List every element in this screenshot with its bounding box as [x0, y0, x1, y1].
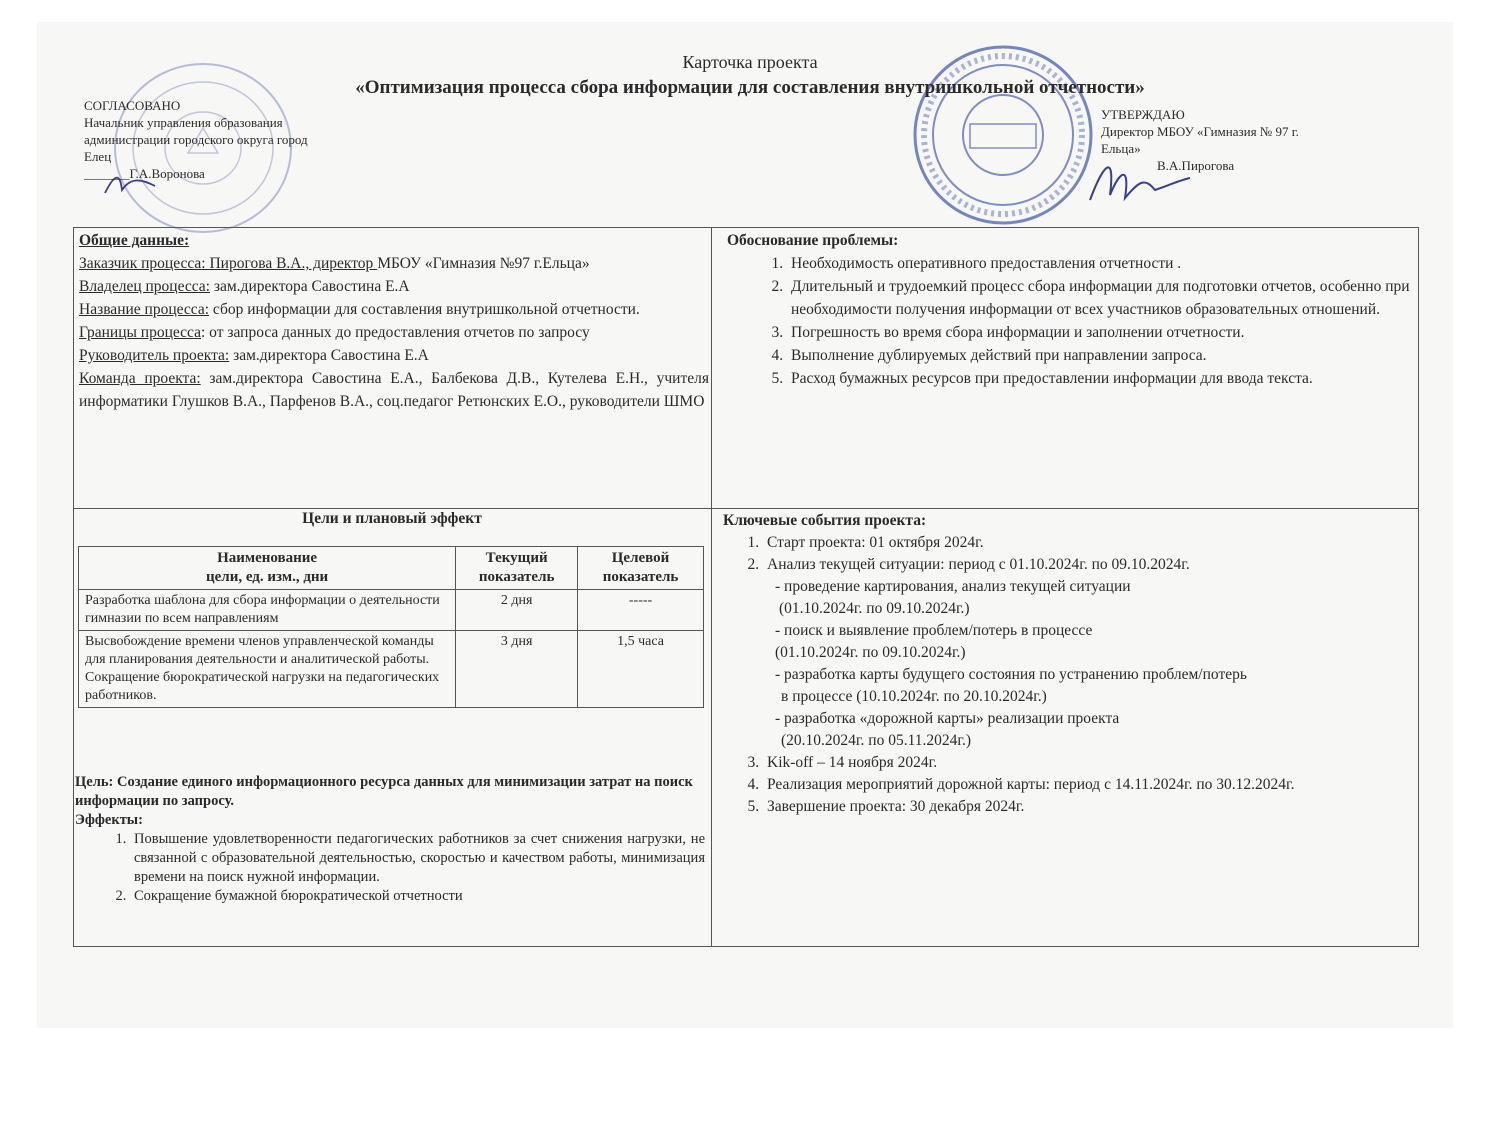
agreed-label: СОГЛАСОВАНО: [84, 98, 181, 113]
problem-list: [727, 252, 1411, 390]
problem-item: 2. Длительный и трудоемкий процесс сбора информации для подготовки отчетов, особенно при необходимости получения информации от всех участников образовательных отношений.: [787, 275, 1411, 321]
approve-signer: В.А.Пирогова: [1157, 158, 1235, 173]
effects-list: [75, 830, 705, 906]
effects-label: Эффекты:: [75, 812, 143, 828]
owner-label: Владелец процесса:: [79, 278, 210, 295]
event-sub: - проведение картирования, анализ текущей ситуации: [775, 578, 1131, 595]
goals-table: [78, 546, 704, 708]
problem-cell: [727, 229, 1411, 390]
event-item: 3. Kik-off – 14 ноября 2024г.: [763, 752, 1413, 774]
effect-item: 2. Сокращение бумажной бюрократической отчетности: [130, 887, 705, 906]
problem-item: 4. Выполнение дублируемых действий при направлении запроса.: [787, 344, 1411, 367]
general-data-cell: [79, 229, 709, 413]
bounds-label: Границы процесса: [79, 324, 201, 341]
owner-value: зам.директора Савостина Е.А: [210, 278, 410, 295]
general-heading: Общие данные:: [79, 232, 190, 249]
goal-target: 1,5 часа: [578, 631, 704, 708]
event-sub: в процессе (10.10.2024г. по 20.10.2024г.): [781, 688, 1047, 705]
approve-label: УТВЕРЖДАЮ: [1101, 107, 1185, 122]
project-title: «Оптимизация процесса сбора информации для составления внутришкольной отчетности»: [355, 77, 1145, 98]
agreed-line1: Начальник управления образования: [84, 115, 283, 130]
goal-current: 2 дня: [456, 590, 578, 631]
table-row: [79, 590, 704, 631]
customer-value: МБОУ «Гимназия №97 г.Ельца»: [377, 255, 590, 272]
bounds-value: : от запроса данных до предоставления отчетов по запросу: [200, 324, 590, 341]
team-label: Команда проекта:: [79, 370, 201, 387]
agreed-signer: Г.А.Воронова: [129, 166, 205, 181]
problem-heading: Обоснование проблемы:: [727, 232, 899, 249]
effect-item: 1. Повышение удовлетворенности педагогических работников за счет снижения нагрузки, не связанной с образовательной деятельностью, скоростью и качеством работы, минимизация времени на поиск нужной информации.: [130, 830, 705, 887]
goal-statement: Цель: Создание единого информационного ресурса данных для минимизации затрат на поиск информации по запросу.: [75, 774, 693, 809]
events-list: [723, 532, 1413, 818]
approve-line2: Ельца»: [1101, 141, 1141, 156]
event-sub: (20.10.2024г. по 05.11.2024г.): [781, 732, 972, 749]
goal-name: Высвобождение времени членов управленческой команды для планирования деятельности и аналитической работы. Сокращение бюрократической нагрузки на педагогических работников.: [79, 631, 456, 708]
customer-label: Заказчик процесса: Пирогова В.А., директор: [79, 255, 378, 272]
event-item: 1. Старт проекта: 01 октября 2024г.: [763, 532, 1413, 554]
table-divider-horizontal: [73, 508, 1419, 509]
document-title: Карточка проекта: [682, 52, 818, 72]
approve-block: [1101, 106, 1401, 174]
event-item: 5. Завершение проекта: 30 декабря 2024г.: [763, 796, 1413, 818]
agreed-block: [84, 97, 414, 182]
table-row: [79, 631, 704, 708]
event-sub: - разработка карты будущего состояния по устранению проблем/потерь: [775, 666, 1247, 683]
agreed-signer-line: _______Г.А.Воронова: [84, 166, 205, 181]
problem-item: 1. Необходимость оперативного предоставления отчетности .: [787, 252, 1411, 275]
leader-value: зам.директора Савостина Е.А: [229, 347, 429, 364]
problem-item: 5. Расход бумажных ресурсов при предоставлении информации для ввода текста.: [787, 367, 1411, 390]
event-sub: (01.10.2024г. по 09.10.2024г.): [779, 600, 970, 617]
event-sub: (01.10.2024г. по 09.10.2024г.): [775, 644, 966, 661]
goal-target: -----: [578, 590, 704, 631]
goal-name-header: Наименование цели, ед. изм., дни: [79, 547, 456, 590]
current-header: Текущий показатель: [456, 547, 578, 590]
approve-signer-line: [1101, 157, 1401, 174]
goals-header-row: [79, 547, 704, 590]
goal-name: Разработка шаблона для сбора информации о деятельности гимназии по всем направлениям: [79, 590, 456, 631]
problem-item: 3. Погрешность во время сбора информации и заполнении отчетности.: [787, 321, 1411, 344]
approve-line1: Директор МБОУ «Гимназия № 97 г.: [1101, 124, 1299, 139]
event-sub: - поиск и выявление проблем/потерь в процессе: [775, 622, 1093, 639]
key-events-cell: [723, 510, 1413, 818]
event-text: Анализ текущей ситуации: период с 01.10.2024г. по 09.10.2024г.: [767, 556, 1190, 573]
goal-current: 3 дня: [456, 631, 578, 708]
agreed-line2: администрации городского округа город: [84, 132, 308, 147]
event-item: 4. Реализация мероприятий дорожной карты: период с 14.11.2024г. по 30.12.2024г.: [763, 774, 1413, 796]
event-item: [763, 554, 1413, 752]
team-value: зам.директора Савостина Е.А., Балбекова Д.В., Кутелева Е.Н., учителя информатики Глушков В.А., Парфенов В.А., соц.педагог Ретюнских Е.О., руководители ШМО: [79, 370, 709, 410]
agreed-line3: Елец: [84, 149, 112, 164]
event-sub: - разработка «дорожной карты» реализации проекта: [775, 710, 1120, 727]
target-header: Целевой показатель: [578, 547, 704, 590]
leader-label: Руководитель проекта:: [79, 347, 230, 364]
process-name-label: Название процесса:: [79, 301, 210, 318]
process-name-value: сбор информации для составления внутришкольной отчетности.: [209, 301, 640, 318]
goal-and-effects: [75, 773, 705, 906]
table-divider-vertical: [711, 227, 712, 947]
goals-heading: Цели и плановый эффект: [302, 510, 482, 527]
events-heading: Ключевые события проекта:: [723, 512, 927, 529]
